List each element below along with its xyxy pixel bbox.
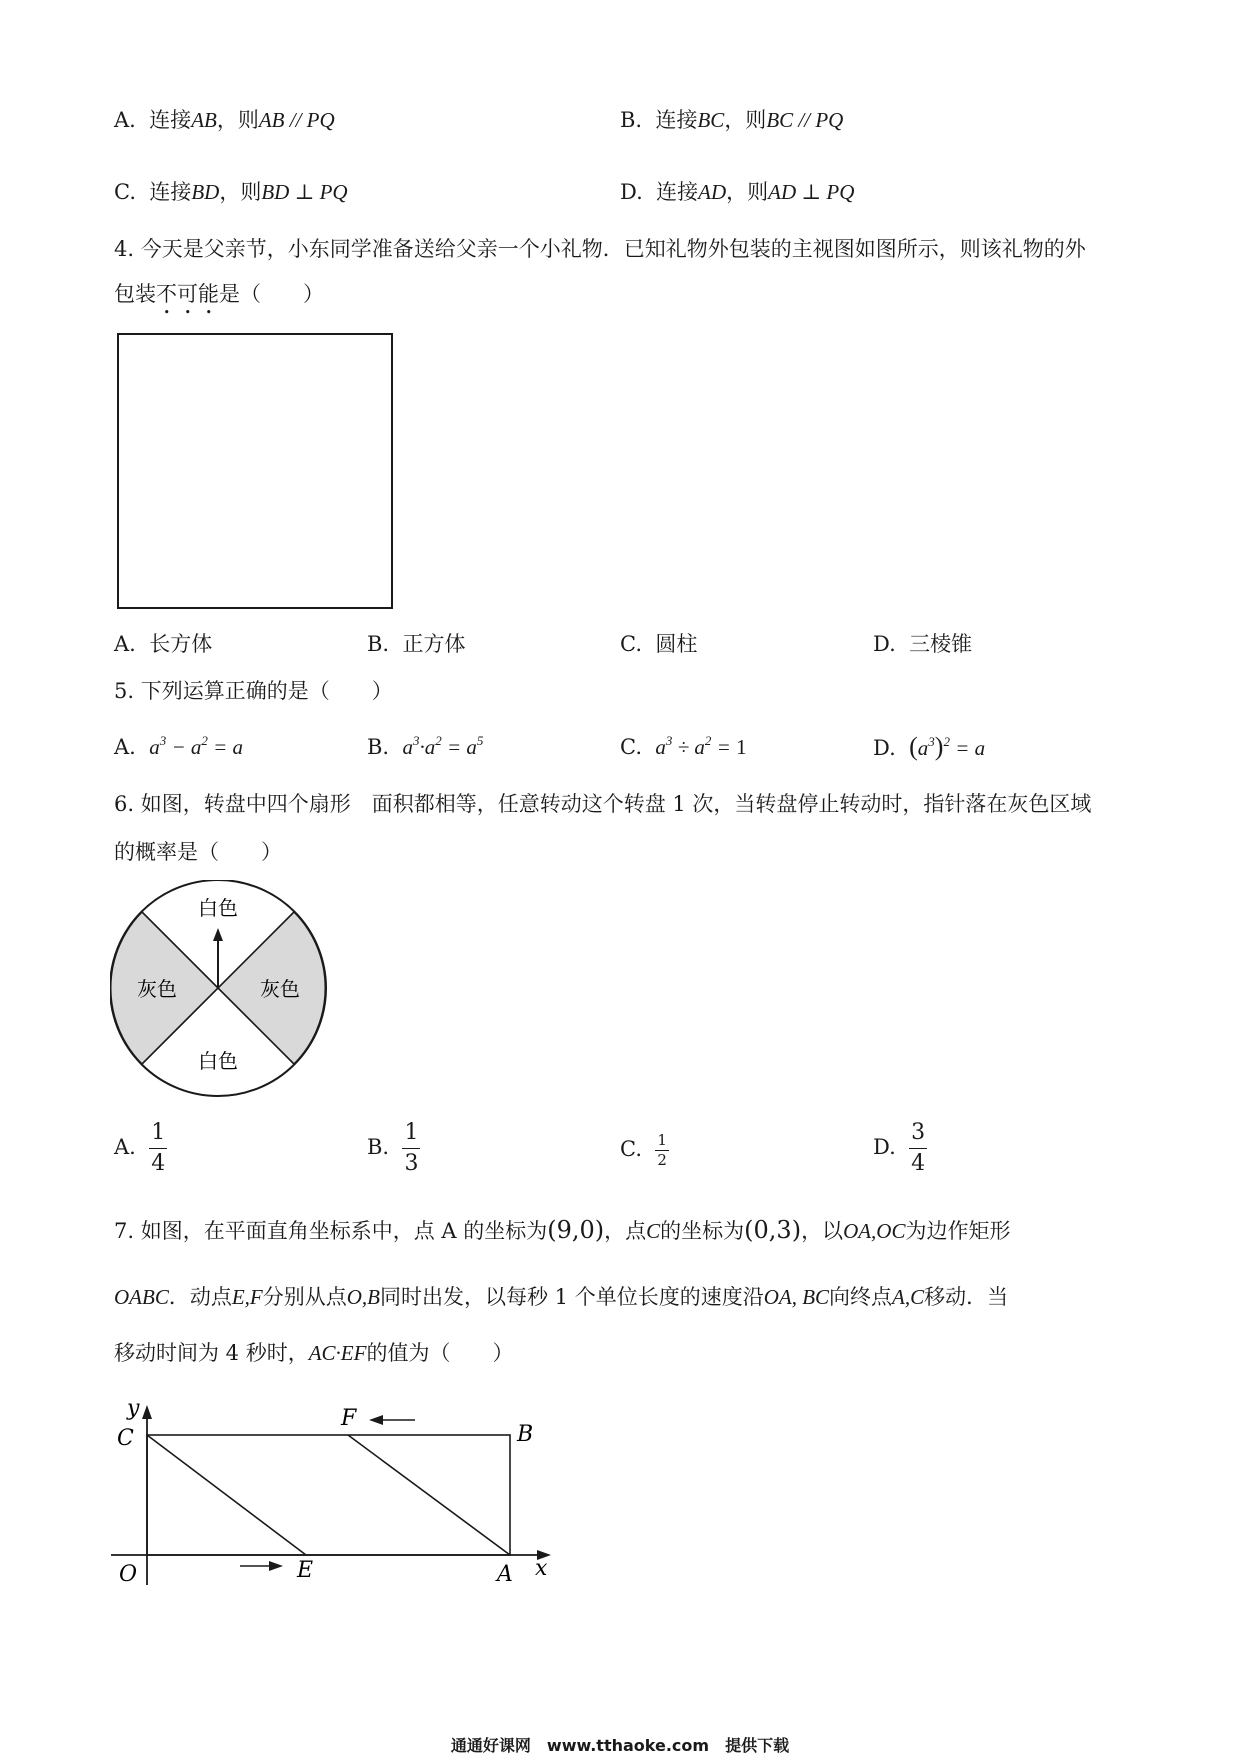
label-a: A	[497, 1562, 513, 1587]
math-segment: BC	[697, 108, 725, 132]
segment-ce	[147, 1435, 306, 1555]
label-f: F	[341, 1406, 357, 1431]
q5-stem: 5. 下列运算正确的是（ ）	[114, 679, 393, 703]
denominator: 4	[911, 1151, 926, 1176]
coordinate: (0,3)	[744, 1216, 802, 1244]
math-expression: AB // PQ	[258, 108, 335, 132]
sector-label-left: 灰色	[137, 977, 177, 1001]
math-symbol: O,B	[346, 1285, 380, 1309]
q5-option-d	[873, 733, 985, 762]
q6-option-c	[620, 1133, 669, 1168]
front-view-square	[117, 333, 393, 609]
label-y: y	[127, 1396, 140, 1421]
math-expression: AD ⊥ PQ	[768, 180, 855, 204]
math-expression: $a^3\cdot a^2 = a^5$	[402, 733, 484, 759]
numerator: 1	[657, 1131, 667, 1149]
q6-option-b	[367, 1122, 420, 1175]
math-symbol: OA, BC	[763, 1285, 830, 1309]
option-label: A.	[114, 108, 136, 132]
stem-text: ，以	[801, 1219, 844, 1243]
math-expression: $a^3 \div a^2 = 1$	[655, 733, 747, 759]
option-text: 连接	[656, 180, 699, 204]
q6-option-d	[873, 1122, 927, 1175]
option-text: 长方体	[149, 632, 213, 656]
q7-stem-line3	[114, 1339, 513, 1367]
math-expression: $a^3 - a^2 = a$	[149, 733, 244, 759]
option-text: 圆柱	[655, 632, 698, 656]
option-label: D.	[873, 632, 896, 656]
option-text: 连接	[149, 108, 192, 132]
numerator: 1	[402, 1122, 420, 1149]
option-text: 连接	[149, 180, 192, 204]
coordinate: (9,0)	[547, 1216, 605, 1244]
math-segment: BD	[191, 180, 220, 204]
q5-option-a	[114, 733, 243, 761]
q4-option-a	[114, 630, 212, 658]
q4-option-d	[873, 630, 972, 658]
sector-label-top: 白色	[198, 896, 238, 920]
q3-option-b	[620, 106, 843, 134]
spinner-figure	[110, 880, 330, 1100]
option-label: B.	[620, 108, 643, 132]
option-label: B.	[367, 632, 390, 656]
q3-option-d	[620, 178, 854, 206]
y-axis-arrowhead	[142, 1405, 152, 1419]
stem-text: 向终点	[829, 1285, 893, 1309]
fraction	[909, 1122, 927, 1175]
option-label: A.	[114, 632, 136, 656]
stem-text: 为边作矩形	[905, 1219, 1011, 1243]
stem-text: 7. 如图，在平面直角坐标系中，点 A 的坐标为	[114, 1219, 548, 1243]
q5-option-c	[620, 733, 747, 761]
option-text: 连接	[655, 108, 698, 132]
q3-option-c	[114, 178, 348, 206]
option-text: ，则	[216, 108, 259, 132]
option-label: B.	[367, 1135, 390, 1159]
label-c: C	[117, 1426, 134, 1451]
q4-stem-line2	[114, 280, 324, 319]
stem-text: ．动点	[168, 1285, 232, 1309]
stem-text: 是（ ）	[219, 282, 324, 306]
pointer-arrowhead	[213, 928, 223, 941]
denominator: 3	[404, 1151, 419, 1176]
math-symbol: OA,OC	[843, 1219, 906, 1243]
option-label: A.	[114, 735, 136, 759]
option-label: D.	[873, 1135, 896, 1159]
arrow-left-icon	[369, 1415, 383, 1425]
numerator: 1	[149, 1122, 167, 1149]
denominator: 4	[151, 1151, 166, 1176]
label-b: B	[517, 1422, 534, 1447]
sector-label-bottom: 白色	[198, 1049, 238, 1073]
q6-stem-line2: 的概率是（ ）	[114, 840, 282, 864]
q6-option-a	[114, 1122, 167, 1175]
q4-option-b	[367, 630, 465, 658]
coordinate-figure	[105, 1395, 565, 1595]
option-text: 正方体	[402, 632, 466, 656]
stem-text: 移动．当	[924, 1285, 1009, 1309]
math-symbol: C	[646, 1219, 661, 1243]
stem-text: ，点	[604, 1219, 647, 1243]
sector-label-right: 灰色	[260, 977, 300, 1001]
math-expression: $(a^3)^2 = a$	[909, 732, 986, 761]
option-text: ，则	[726, 180, 769, 204]
fraction	[402, 1122, 420, 1175]
option-label: D.	[620, 180, 643, 204]
stem-text: 分别从点	[262, 1285, 347, 1309]
option-text: 三棱锥	[909, 632, 973, 656]
option-label: A.	[114, 1135, 136, 1159]
stem-text: 同时出发，以每秒 1 个单位长度的速度沿	[379, 1285, 764, 1309]
q6-stem-line1: 6. 如图，转盘中四个扇形 面积都相等，任意转动这个转盘 1 次，当转盘停止转动时，指针落在灰色区域	[114, 792, 1092, 816]
option-label: D.	[873, 736, 896, 760]
stem-text: 包装	[114, 282, 156, 306]
emphasis-text: 不可能	[156, 282, 219, 306]
option-label: C.	[620, 735, 642, 759]
q7-stem-line1	[114, 1216, 1010, 1245]
segment-fa	[348, 1435, 510, 1555]
math-segment: AD	[698, 180, 727, 204]
option-text: ，则	[724, 108, 767, 132]
math-symbol: OABC	[114, 1285, 169, 1309]
math-symbol: A,C	[892, 1285, 925, 1309]
q3-option-a	[114, 106, 335, 134]
option-label: C.	[114, 180, 136, 204]
page-footer: 通通好课网 www.tthaoke.com 提供下载	[450, 1736, 790, 1755]
numerator: 3	[909, 1122, 927, 1149]
option-text: ，则	[219, 180, 262, 204]
arrow-right-icon	[269, 1561, 283, 1571]
q4-option-c	[620, 630, 697, 658]
math-expression: AC·EF	[308, 1341, 367, 1365]
label-o: O	[119, 1562, 138, 1587]
math-segment: AB	[191, 108, 217, 132]
q4-stem-line1: 4. 今天是父亲节，小东同学准备送给父亲一个小礼物．已知礼物外包装的主视图如图所示，则该礼物的外	[114, 237, 1086, 261]
option-label: B.	[367, 735, 390, 759]
option-label: C.	[620, 632, 642, 656]
option-label: C.	[620, 1137, 642, 1161]
q5-option-b	[367, 733, 483, 761]
fraction	[149, 1122, 167, 1175]
label-x: x	[535, 1556, 548, 1581]
stem-text: 的值为（ ）	[366, 1341, 514, 1365]
label-e: E	[297, 1558, 314, 1583]
denominator: 2	[657, 1151, 667, 1169]
math-expression: BC // PQ	[766, 108, 844, 132]
q7-stem-line2	[114, 1283, 1008, 1311]
stem-text: 的坐标为	[660, 1219, 745, 1243]
math-symbol: E,F	[231, 1285, 263, 1309]
rectangle-oabc	[147, 1435, 510, 1555]
fraction	[655, 1133, 669, 1168]
stem-text: 移动时间为 4 秒时，	[114, 1341, 309, 1365]
math-expression: BD ⊥ PQ	[261, 180, 348, 204]
